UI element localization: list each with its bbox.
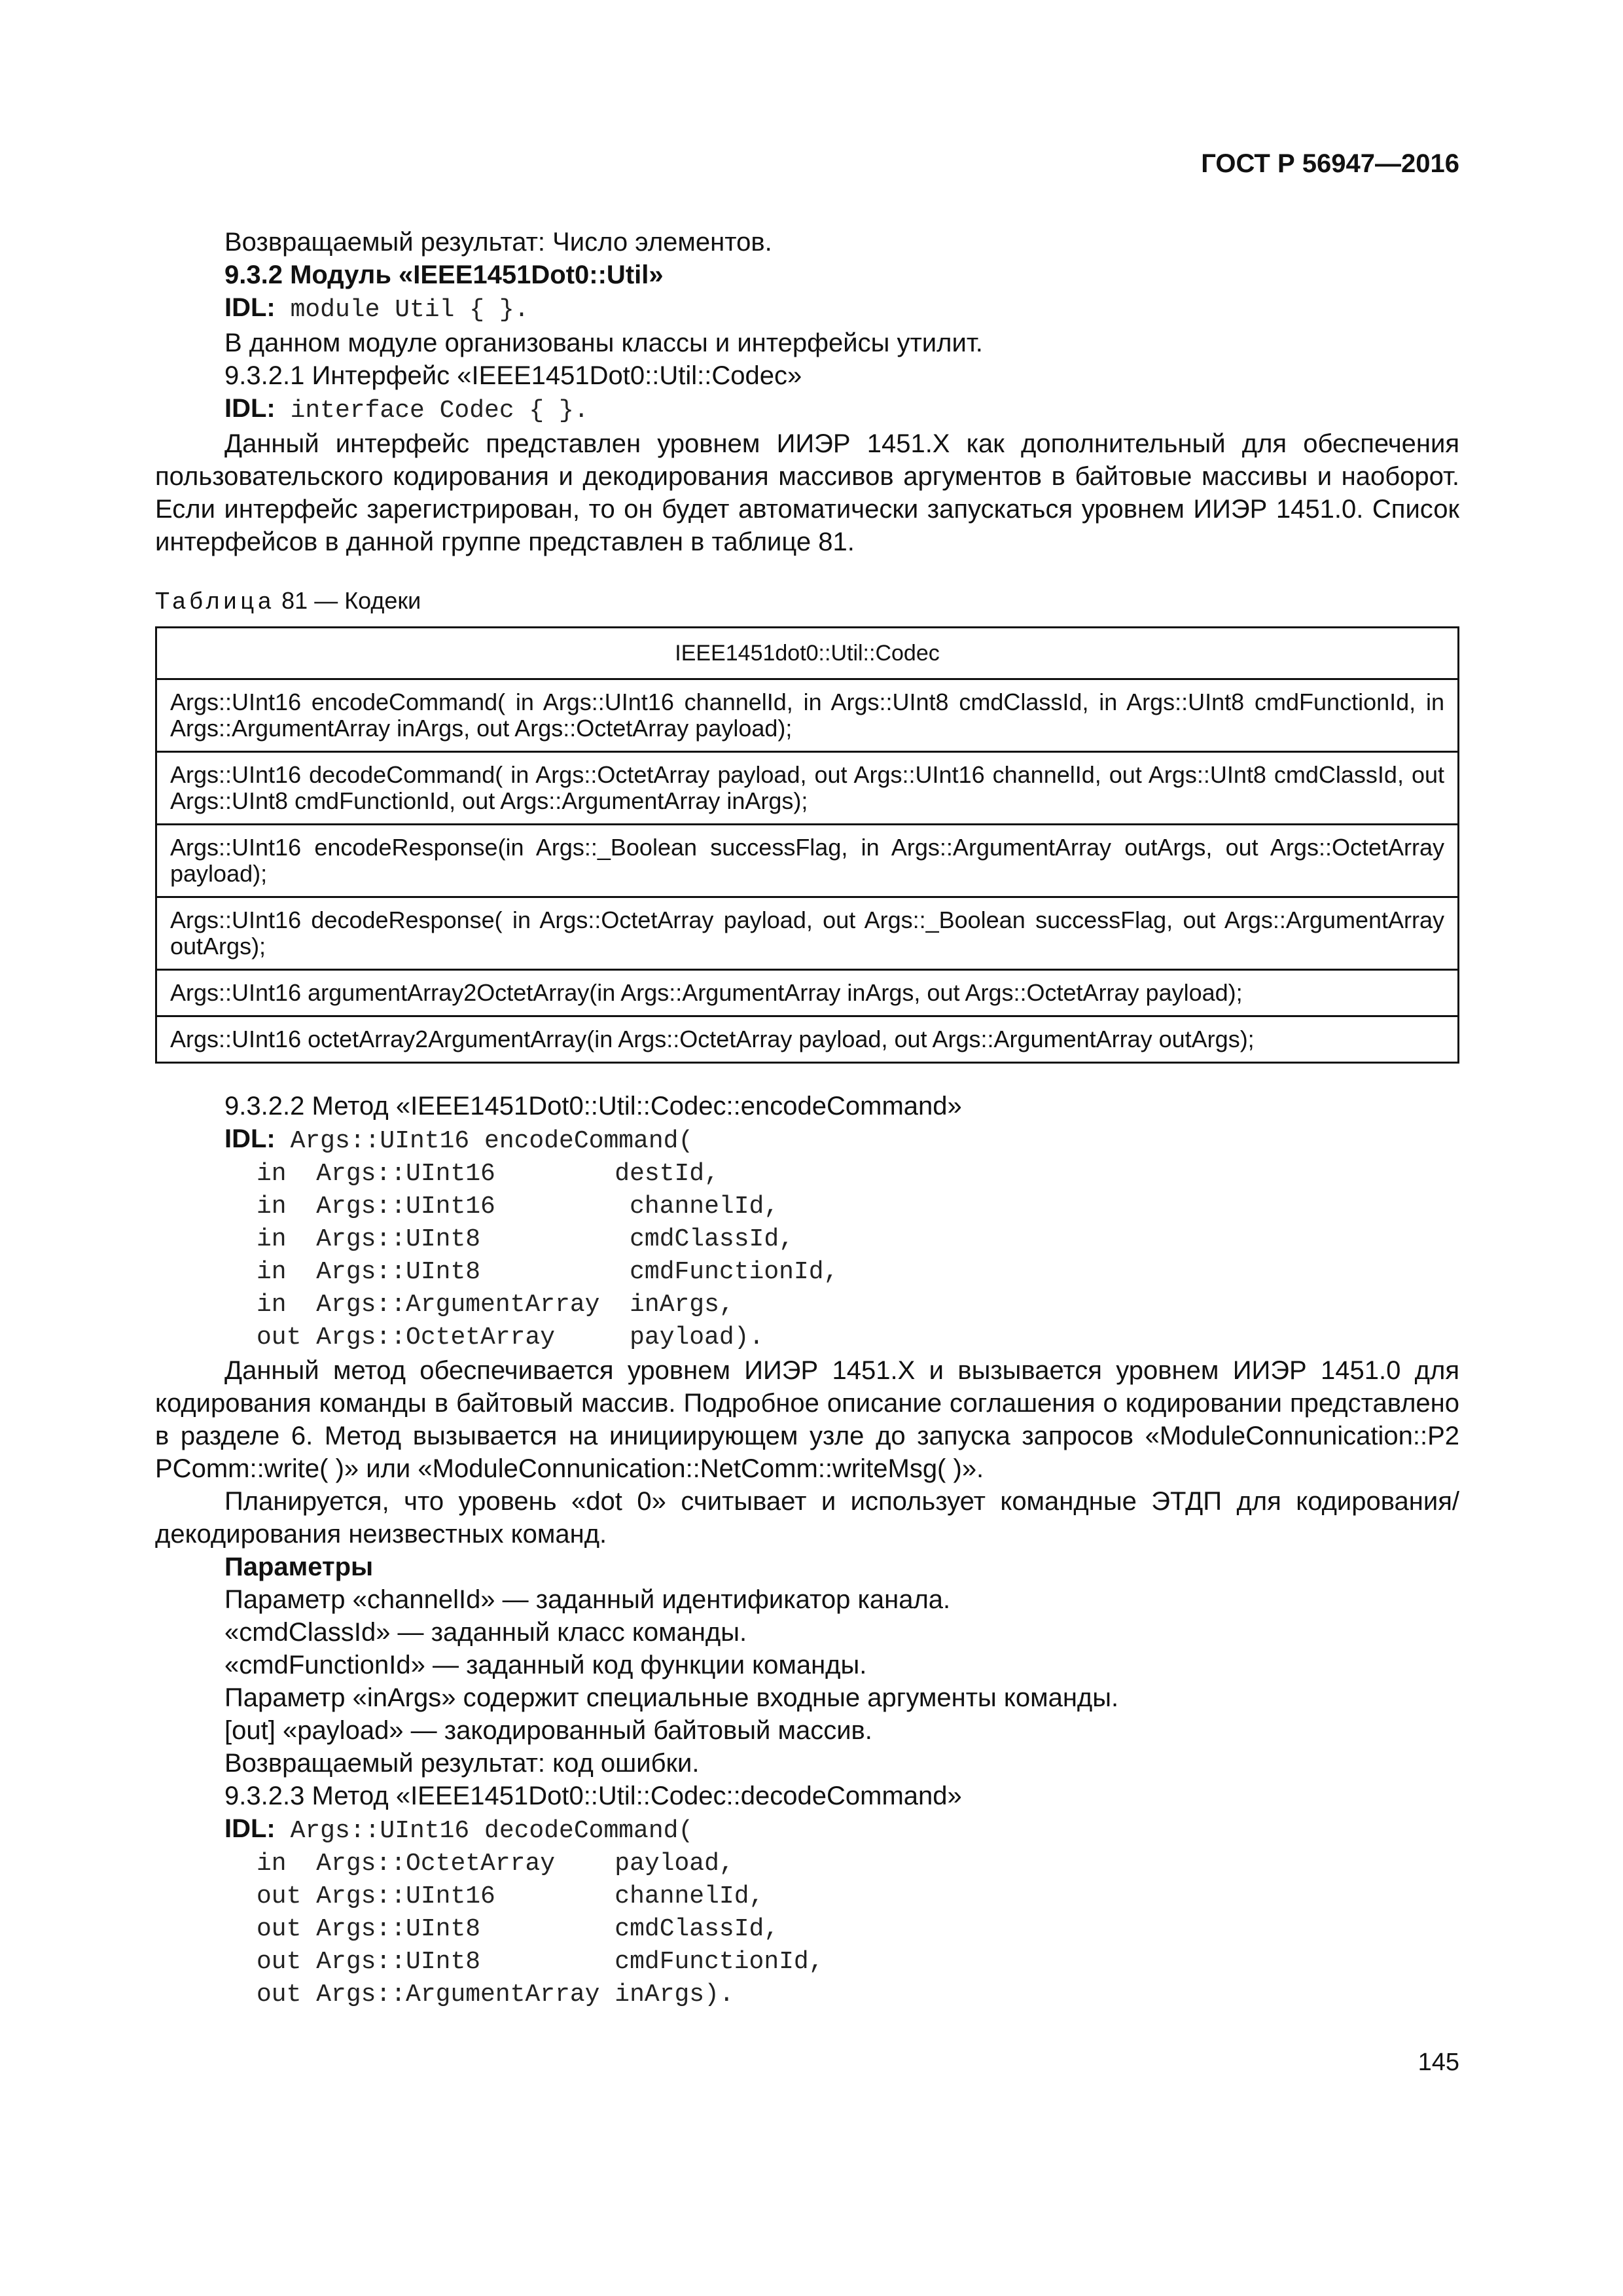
- table-row: [156, 897, 1459, 970]
- paragraph-return-count: Возвращаемый результат: Число элементов.: [224, 228, 772, 257]
- table-header-row: [156, 628, 1459, 679]
- idl-code: module Util { }.: [275, 296, 529, 324]
- document-code-header: ГОСТ Р 56947—2016: [1201, 149, 1459, 178]
- code-encode-params: in Args::UInt16 destId, in Args::UInt16 channelId, in Args::UInt8 cmdClassId, in Args::UInt8 cmdFunctionId, in Args::ArgumentArray inArgs, out Args::OctetArray payload).: [257, 1160, 839, 1352]
- idl-label: IDL:: [224, 1814, 276, 1843]
- table-row: [156, 679, 1459, 752]
- heading-module-util: 9.3.2 Модуль «IEEE1451Dot0::Util»: [224, 260, 664, 289]
- idl-decode-head: [155, 1812, 1459, 1848]
- paragraph-interface-desc: Данный интерфейс представлен уровнем ИИЭР 1451.X как дополнительный для обеспечения пользовательского кодирования и декодирования массивов аргументов в байтовые массивы и наоборот. Если интерфейс зарегистрирован, то он будет автоматически запускаться уровнем ИИЭР 1451.0. Список интерфейсов в данной группе представлен в таблице 81.: [155, 429, 1459, 556]
- table-cell: Args::UInt16 argumentArray2OctetArray(in Args::ArgumentArray inArgs, out Args::OctetArray payload);: [156, 970, 1459, 1016]
- table-caption: [155, 584, 1459, 617]
- table-cell: Args::UInt16 encodeResponse(in Args::_Boolean successFlag, in Args::ArgumentArray outArgs, out Args::OctetArray payload);: [156, 825, 1459, 897]
- table-cell: Args::UInt16 octetArray2ArgumentArray(in Args::OctetArray payload, out Args::ArgumentArray outArgs);: [156, 1016, 1459, 1063]
- codec-table: [155, 626, 1459, 1064]
- paragraph-encode-desc: Данный метод обеспечивается уровнем ИИЭР 1451.X и вызывается уровнем ИИЭР 1451.0 для кодирования команды в байтовый массив. Подробное описание соглашения о кодировании представлено в разделе 6. Метод вызывается на инициирующем узле до запуска запросов «ModuleConnunication::P2 PComm::write( )» или «ModuleConnunication::NetComm::writeMsg( )».: [155, 1356, 1459, 1483]
- page-number: 145: [1418, 2049, 1459, 2076]
- param-inargs: Параметр «inArgs» содержит специальные входные аргументы команды.: [224, 1683, 1119, 1712]
- idl-label: IDL:: [224, 293, 276, 322]
- return-value: Возвращаемый результат: код ошибки.: [224, 1749, 700, 1778]
- idl-label: IDL:: [224, 394, 276, 423]
- idl-module-util: [155, 291, 1459, 327]
- table-caption-word: Таблица: [155, 587, 276, 614]
- table-cell: Args::UInt16 decodeCommand( in Args::OctetArray payload, out Args::UInt16 channelId, out Args::UInt8 cmdClassId, out Args::UInt8 cmdFunctionId, out Args::ArgumentArray inArgs);: [156, 752, 1459, 825]
- idl-encode-head: [155, 1122, 1459, 1158]
- paragraph-dot0: Планируется, что уровень «dot 0» считывает и использует командные ЭТДП для кодирования/ декодирования неизвестных команд.: [155, 1487, 1459, 1549]
- heading-method-encode: 9.3.2.2 Метод «IEEE1451Dot0::Util::Codec::encodeCommand»: [224, 1092, 962, 1121]
- table-caption-title: 81 — Кодеки: [275, 587, 421, 614]
- page-content: [155, 226, 1459, 2011]
- paragraph-module-desc: В данном модуле организованы классы и интерфейсы утилит.: [224, 329, 983, 357]
- table-cell: Args::UInt16 decodeResponse( in Args::OctetArray payload, out Args::_Boolean successFlag, out Args::ArgumentArray outArgs);: [156, 897, 1459, 970]
- idl-code: interface Codec { }.: [275, 397, 589, 425]
- table-row: [156, 970, 1459, 1016]
- param-cmdfunctionid: «cmdFunctionId» — заданный код функции команды.: [224, 1651, 867, 1679]
- table-row: [156, 825, 1459, 897]
- table-row: [156, 1016, 1459, 1063]
- table-cell: Args::UInt16 encodeCommand( in Args::UInt16 channelId, in Args::UInt8 cmdClassId, in Args::UInt8 cmdFunctionId, in Args::ArgumentArray inArgs, out Args::OctetArray payload);: [156, 679, 1459, 752]
- code-decode-params: in Args::OctetArray payload, out Args::UInt16 channelId, out Args::UInt8 cmdClassId, out Args::UInt8 cmdFunctionId, out Args::ArgumentArray inArgs).: [257, 1850, 824, 2009]
- heading-method-decode: 9.3.2.3 Метод «IEEE1451Dot0::Util::Codec::decodeCommand»: [224, 1782, 962, 1810]
- params-title: Параметры: [224, 1552, 374, 1581]
- idl-label: IDL:: [224, 1124, 276, 1153]
- heading-interface-codec: 9.3.2.1 Интерфейс «IEEE1451Dot0::Util::Codec»: [224, 361, 802, 390]
- param-channelid: Параметр «channelId» — заданный идентификатор канала.: [224, 1585, 951, 1614]
- idl-interface-codec: [155, 392, 1459, 427]
- idl-code: Args::UInt16 decodeCommand(: [275, 1817, 694, 1845]
- param-cmdclassid: «cmdClassId» — заданный класс команды.: [224, 1618, 747, 1647]
- table-header-cell: IEEE1451dot0::Util::Codec: [156, 628, 1459, 679]
- param-payload: [out] «payload» — закодированный байтовый массив.: [224, 1716, 872, 1745]
- table-row: [156, 752, 1459, 825]
- idl-code: Args::UInt16 encodeCommand(: [275, 1127, 694, 1155]
